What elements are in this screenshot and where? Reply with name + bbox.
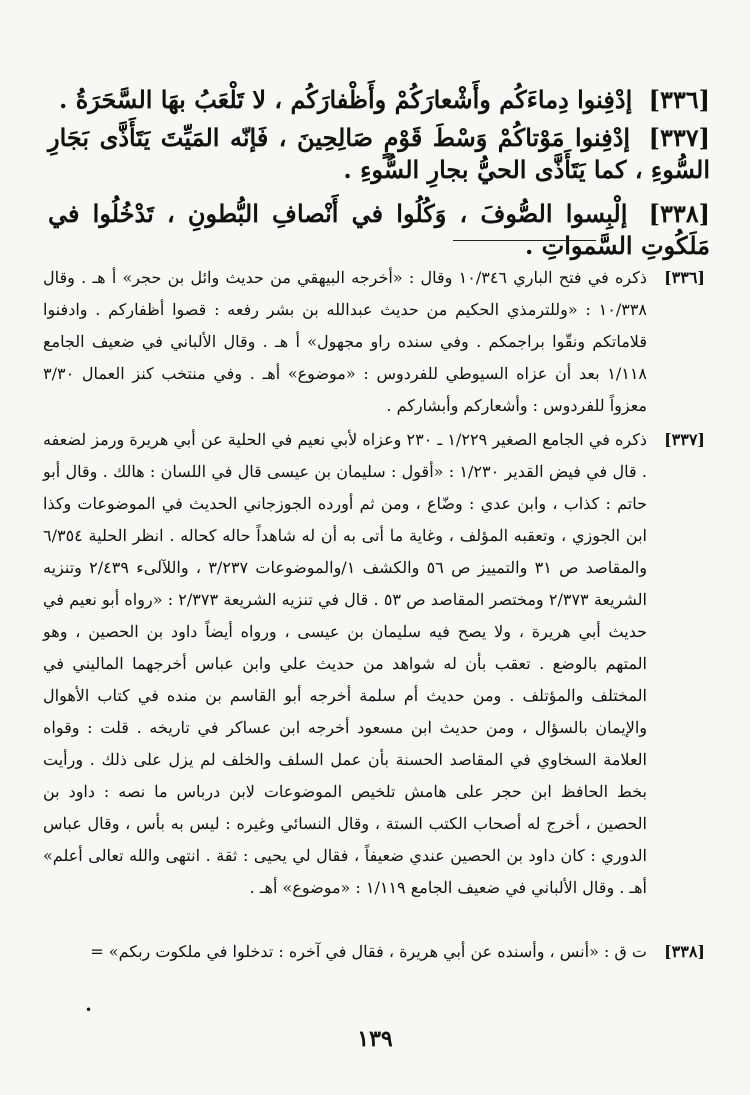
- hadith-text: إلْبِسوا الصُّوفَ ، وَكُلُوا في أَنْصافِ البُّطونِ ، تَدْخُلُوا في مَلَكُوتِ السَّمواتِ .: [48, 199, 710, 260]
- footnote-number: [٣٣٧]: [664, 430, 705, 449]
- hadith-number: [٣٣٦]: [648, 85, 710, 114]
- hadith-336: [48, 84, 710, 116]
- hadith-text: إدْفِنوا دِماءَكُم وأَشْعارَكُمْ وأَظْفارَكُم ، لا تَلْعَبُ بهَا السَّحَرَةُ .: [59, 85, 633, 114]
- footnote-text: ذكره في الجامع الصغير ١/٢٢٩ ـ ٢٣٠ وعزاه لأبي نعيم في الحلية عن أبي هريرة ورمز لضعفه . قال في فيض القدير ١/٢٣٠ : «أقول : سليمان بن عيسى قال في اللسان : هالك . وقال أبو حاتم : كذاب ، وابن عدي : وضّاع ، ومن ثم أورده الجوزجاني الحديث في الموضوعات وكذا ابن الجوزي ، وتعقبه المؤلف ، وغاية ما أتى به أن له شاهداً حاله كحاله . انظر الحلية ٦/٣٥٤ والمقاصد ص ٣١ والتمييز ص ٥٦ والكشف ١/والموضوعات ٣/٢٣٧ ، واللآلىء ٢/٤٣٩ وتنزيه الشريعة ٢/٣٧٣ ومختصر المقاصد ص ٥٣ . قال في تنزيه الشريعة ٢/٣٧٣ : «رواه أبو نعيم في حديث أبي هريرة ، ولا يصح فيه سليمان بن عيسى ، ورواه أيضاً داود بن الحصين ، وهو المتهم بالوضع . تعقب بأن له شواهد من حديث علي وابن عباس أخرجهما الماليني في المختلف والمؤتلف . ومن حديث أم سلمة أخرجه أبو القاسم بن منده في كتاب الأهوال والإيمان بالسؤال ، ومن حديث ابن مسعود أخرجه ابن عساكر في تاريخه . قلت : وقواه العلامة السخاوي في المقاصد الحسنة بأن عمل السلف والخلف لم يزل على ذلك . ورأيت بخط الحافظ ابن حجر على هامش تلخيص الموضوعات لابن درباس ما نصه : داود بن الحصين ، أخرج له أصحاب الكتب الستة ، وقال النسائي وغيره : ليس به بأس ، وقال عباس الدوري : كان داود بن الحصين عندي ضعيفاً ، فقال لي يحيى : ثقة . انتهى والله تعالى أعلم» أهـ . وقال الألباني في ضعيف الجامع ١/١١٩ : «موضوع» أهـ .: [43, 430, 648, 897]
- footnote-337: [43, 424, 705, 904]
- hadith-338: [48, 198, 710, 262]
- hadith-337: [48, 122, 710, 186]
- stray-mark: •: [85, 1003, 93, 1017]
- footnote-338: [43, 936, 705, 968]
- footnote-separator: [453, 240, 596, 241]
- footnote-number: [٣٣٦]: [664, 268, 705, 287]
- hadith-number: [٣٣٨]: [648, 199, 710, 228]
- page-number: ١٣٩: [357, 1026, 393, 1052]
- footnote-text: ذكره في فتح الباري ١٠/٣٤٦ وقال : «أخرجه البيهقي من حديث وائل بن حجر» أ هـ . وقال ١٠/٣٣٨ : «وللترمذي الحكيم من حديث عبدالله بن بشر رفعه : قصوا أظفاركم . وادفنوا قلاماتكم ونقّوا براجمكم . وفي سنده راو مجهول» أ هـ . وقال الألباني في ضعيف الجامع ١/١١٨ بعد أن عزاه السيوطي للفردوس : «موضوع» أهـ . وفي منتخب كنز العمال ٣/٣٠ معزواً للفردوس : وأشعاركم وأبشاركم .: [43, 268, 648, 415]
- footnote-text: ت ق : «أنس ، وأسنده عن أبي هريرة ، فقال في آخره : تدخلوا في ملكوت ربكم» =: [90, 942, 647, 961]
- hadith-text: إدْفِنوا مَوْتاكُمْ وَسْطَ قَوْمٍ صَالِحِينَ ، فَإنّه المَيِّتَ يَتَأَذَّى بَجَارِ السُّوءِ ، كما يَتَأَذَّى الحيُّ بجارِ السُّوءِ .: [48, 123, 710, 184]
- hadith-number: [٣٣٧]: [648, 123, 710, 152]
- footnote-number: [٣٣٨]: [664, 942, 705, 961]
- footnote-336: [43, 262, 705, 422]
